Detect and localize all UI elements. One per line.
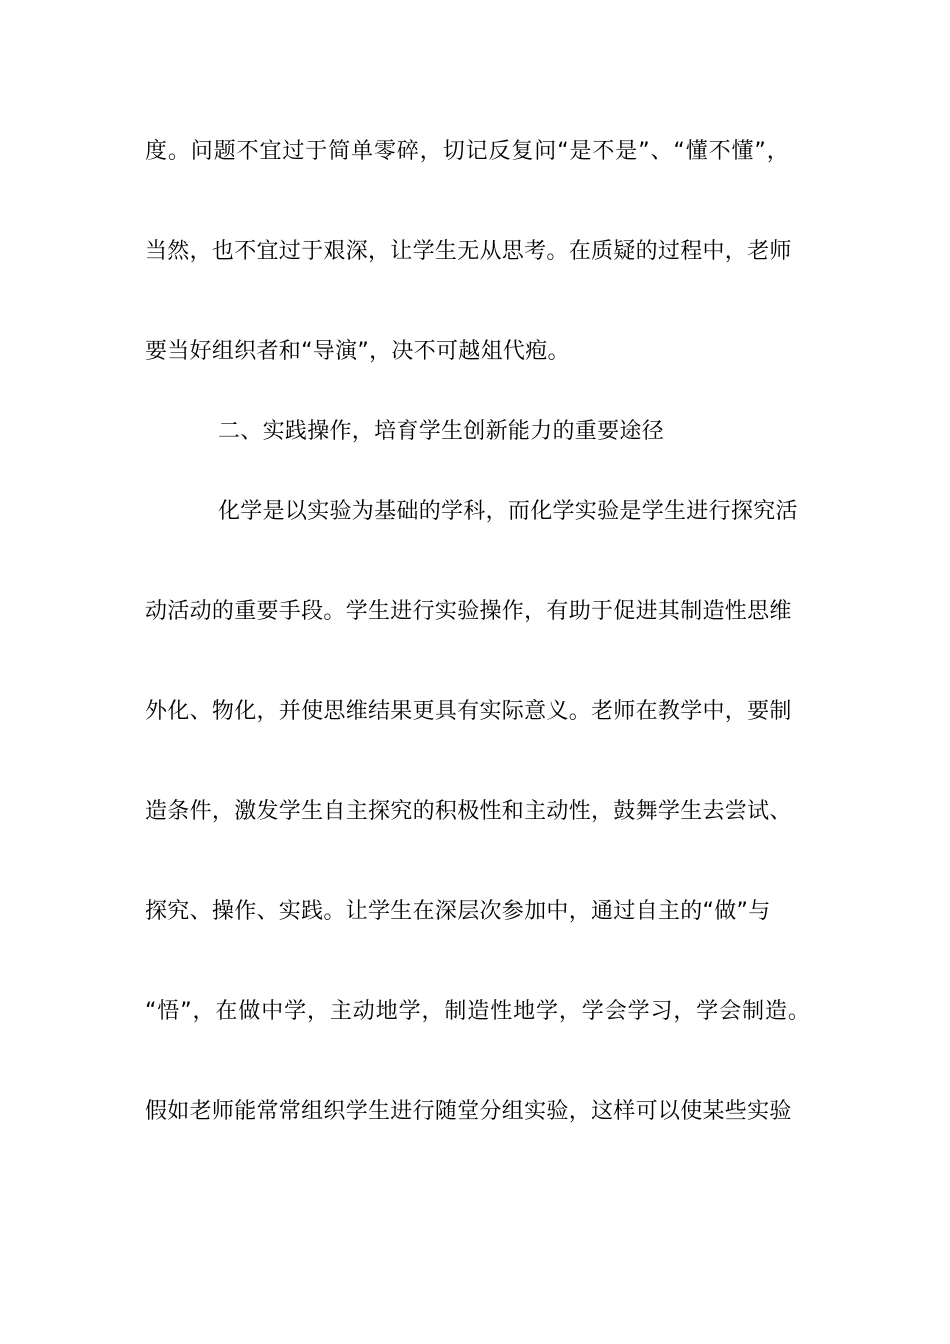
paragraph-line-8: 探究、操作、实践。让学生在深层次参加中，通过自主的“做”与: [145, 899, 771, 924]
paragraph-line-9: “悟”，在做中学，主动地学，制造性地学，学会学习，学会制造。: [145, 999, 811, 1024]
paragraph-line-10: 假如老师能常常组织学生进行随堂分组实验，这样可以使某些实验: [145, 1099, 792, 1124]
section-heading: 二、实践操作，培育学生创新能力的重要途径: [218, 419, 665, 444]
paragraph-line-4: 化学是以实验为基础的学科，而化学实验是学生进行探究活: [218, 499, 798, 524]
paragraph-line-1: 度。问题不宜过于简单零碎，切记反复问“是不是”、“懂不懂”，: [145, 139, 790, 164]
paragraph-line-3: 要当好组织者和“导演”，决不可越俎代疱。: [145, 339, 570, 364]
paragraph-line-7: 造条件，激发学生自主探究的积极性和主动性，鼓舞学生去尝试、: [145, 799, 792, 824]
paragraph-line-6: 外化、物化，并使思维结果更具有实际意义。老师在教学中，要制: [145, 699, 792, 724]
paragraph-line-2: 当然，也不宜过于艰深，让学生无从思考。在质疑的过程中，老师: [145, 239, 792, 264]
paragraph-line-5: 动活动的重要手段。学生进行实验操作，有助于促进其制造性思维: [145, 599, 792, 624]
